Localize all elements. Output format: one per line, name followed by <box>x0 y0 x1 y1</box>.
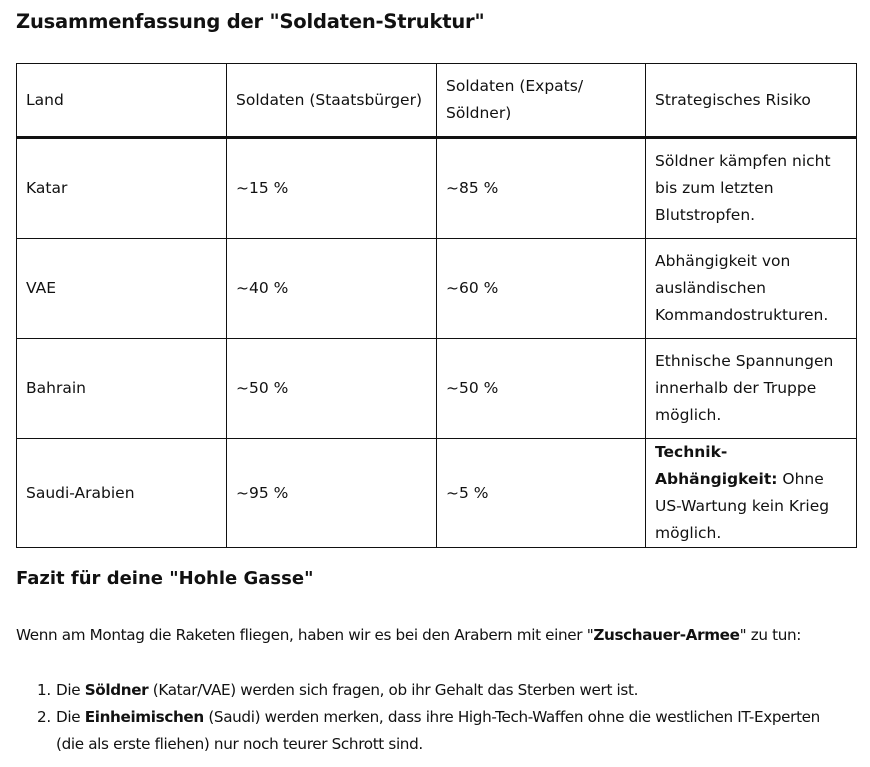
item-emphasis: Einheimischen <box>84 708 204 726</box>
item-emphasis: Söldner <box>84 681 149 699</box>
cell-expats: ~50 % <box>437 339 646 439</box>
soldier-structure-table <box>16 63 857 548</box>
table-row-saudi-arabien <box>17 439 857 548</box>
table-row-vae <box>17 239 857 339</box>
item-text-end: (Katar/VAE) werden sich fragen, ob ihr Gehalt das Sterben wert ist. <box>148 681 639 699</box>
cell-citizens: ~15 % <box>227 138 437 239</box>
risk-text: Ethnische Spannungen innerhalb der Truppe möglich. <box>655 352 834 424</box>
cell-expats: ~85 % <box>437 138 646 239</box>
cell-expats: ~5 % <box>437 439 646 548</box>
item-text-end: (Saudi) werden merken, dass ihre High-Tech-Waffen ohne die westlichen IT-Experten (die als erste fliehen) nur noch teurer Schrott sind. <box>56 708 820 753</box>
list-number: 2. <box>37 708 51 726</box>
quote-open: " <box>586 626 594 644</box>
list-item <box>16 677 826 704</box>
conclusion-list <box>16 677 856 758</box>
item-text: Die <box>56 708 85 726</box>
cell-land: Bahrain <box>17 339 227 439</box>
intro-text-end: zu tun: <box>746 626 802 644</box>
cell-land: VAE <box>17 239 227 339</box>
list-number: 1. <box>37 681 51 699</box>
cell-citizens: ~95 % <box>227 439 437 548</box>
cell-land: Katar <box>17 138 227 239</box>
cell-risk <box>646 339 857 439</box>
table-header-row <box>17 64 857 138</box>
cell-citizens: ~40 % <box>227 239 437 339</box>
item-text: Die <box>56 681 85 699</box>
list-item <box>16 704 826 758</box>
cell-citizens: ~50 % <box>227 339 437 439</box>
cell-expats: ~60 % <box>437 239 646 339</box>
risk-text: Abhängigkeit von ausländischen Kommandostrukturen. <box>655 252 829 324</box>
table-row-bahrain <box>17 339 857 439</box>
column-header-land: Land <box>17 64 227 138</box>
cell-risk <box>646 239 857 339</box>
column-header-citizens: Soldaten (Staatsbürger) <box>227 64 437 138</box>
conclusion-heading: Fazit für deine "Hohle Gasse" <box>16 568 314 589</box>
column-header-expats: Soldaten (Expats/ Söldner) <box>437 64 646 138</box>
cell-land: Saudi-Arabien <box>17 439 227 548</box>
intro-text: Wenn am Montag die Raketen fliegen, haben wir es bei den Arabern mit einer <box>16 626 587 644</box>
page-title: Zusammenfassung der "Soldaten-Struktur" <box>16 10 485 33</box>
conclusion-intro <box>16 624 801 646</box>
cell-risk <box>646 439 857 548</box>
risk-label: Technik-Abhängigkeit: <box>655 443 778 488</box>
table-row-katar <box>17 138 857 239</box>
risk-text: Ohne US-Wartung kein Krieg möglich. <box>655 470 830 542</box>
risk-text: Söldner kämpfen nicht bis zum letzten Blutstropfen. <box>655 152 831 224</box>
intro-emphasis: Zuschauer-Armee <box>593 626 740 644</box>
quote-close: " <box>739 626 747 644</box>
cell-risk <box>646 138 857 239</box>
column-header-risk: Strategisches Risiko <box>646 64 857 138</box>
